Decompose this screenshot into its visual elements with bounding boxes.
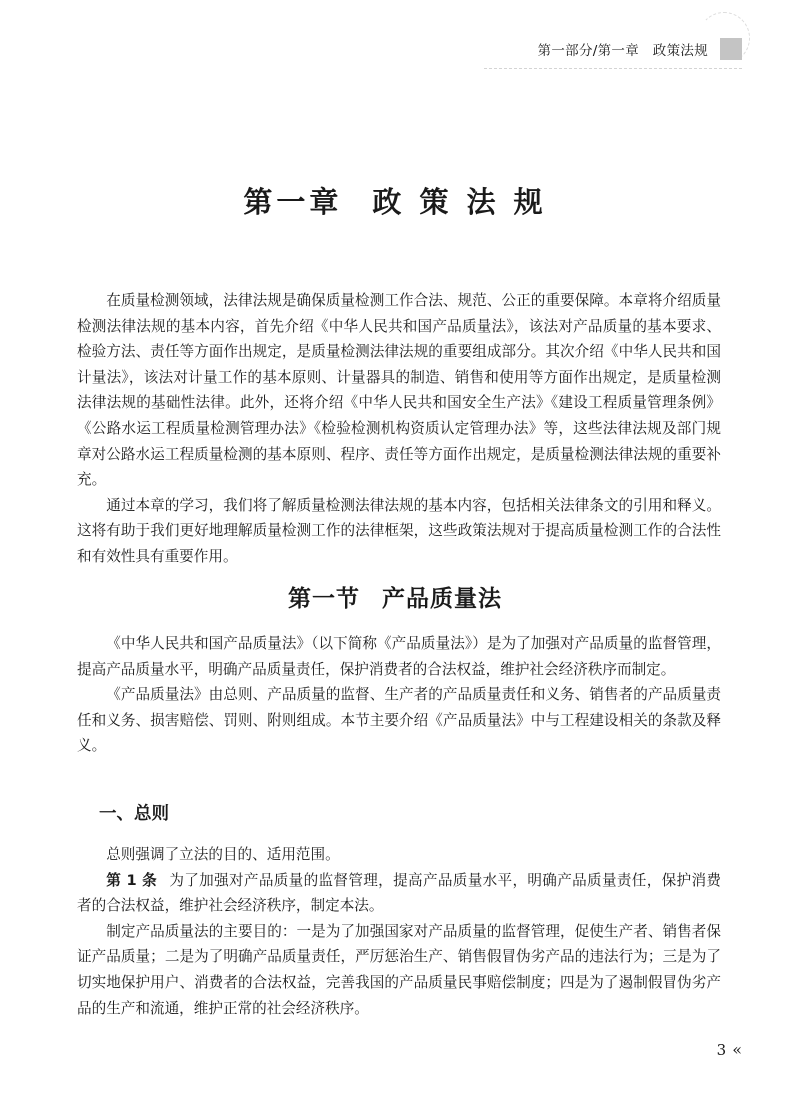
subsection-heading: 一、总则 <box>99 804 169 824</box>
page-number: 3 <box>716 1041 727 1059</box>
article-explanation: 制定产品质量法的主要目的：一是为了加强国家对产品质量的监督管理，促使生产者、销售者保证产品质量；二是为了明确产品质量责任，严厉惩治生产、销售假冒伪劣产品的违法行为；三是为了切实地保护用户、消费者的合法权益，完善我国的产品质量民事赔偿制度；四是为了遏制假冒伪劣产品的生产和流通，维护正常的社会经济秩序。 <box>77 922 721 1017</box>
section-paragraph: 《中华人民共和国产品质量法》（以下简称《产品质量法》）是为了加强对产品质量的监督管理，提高产品质量水平，明确产品质量责任，保护消费者的合法权益，维护社会经济秩序而制定。 <box>77 635 721 678</box>
intro-paragraph: 在质量检测领域，法律法规是确保质量检测工作合法、规范、公正的重要保障。本章将介绍质量检测法律法规的基本内容，首先介绍《中华人民共和国产品质量法》，该法对产品质量的基本要求、检验方法、责任等方面作出规定，是质量检测法律法规的重要组成部分。其次介绍《中华人民共和国计量法》，该法对计量工作的基本原则、计量器具的制造、销售和使用等方面作出规定，是质量检测法律法规的基础性法律。此外，还将介绍《中华人民共和国安全生产法》《建设工程质量管理条例》《公路水运工程质量检测管理办法》《检验检测机构资质认定管理办法》等，这些法律法规及部门规章对公路水运工程质量检测的基本原则、程序、责任等方面作出规定，是质量检测法律法规的重要补充。 <box>77 292 721 489</box>
header-marker-box <box>720 38 742 60</box>
article-text: 为了加强对产品质量的监督管理，提高产品质量水平，明确产品质量责任，保护消费者的合法权益，维护社会经济秩序，制定本法。 <box>77 871 721 915</box>
section-number: 第一节 <box>288 586 360 612</box>
section-body <box>77 631 721 759</box>
header-rule <box>484 68 742 69</box>
chapter-intro <box>77 288 721 570</box>
chapter-title <box>0 180 790 221</box>
article-1 <box>77 868 721 919</box>
section-title <box>0 580 790 613</box>
chapter-number: 第一章 <box>243 185 343 219</box>
section-name: 产品质量法 <box>382 586 502 612</box>
general-summary: 总则强调了立法的目的、适用范围。 <box>106 846 340 863</box>
general-provisions <box>77 842 721 1021</box>
article-label: 第 1 条 <box>106 871 157 889</box>
chapter-name: 政 策 法 规 <box>372 185 547 219</box>
page-chevron-icon: « <box>732 1040 742 1059</box>
page-footer <box>717 1040 742 1059</box>
section-paragraph: 《产品质量法》由总则、产品质量的监督、生产者的产品质量责任和义务、销售者的产品质量责任和义务、损害赔偿、罚则、附则组成。本节主要介绍《产品质量法》中与工程建设相关的条款及释义。 <box>77 686 721 755</box>
intro-paragraph: 通过本章的学习，我们将了解质量检测法律法规的基本内容，包括相关法律条文的引用和释义。这将有助于我们更好地理解质量检测工作的法律框架，这些政策法规对于提高质量检测工作的合法性和有效性具有重要作用。 <box>77 496 721 565</box>
running-header-title: 第一部分/第一章 政策法规 <box>537 43 708 59</box>
running-header <box>538 37 742 61</box>
